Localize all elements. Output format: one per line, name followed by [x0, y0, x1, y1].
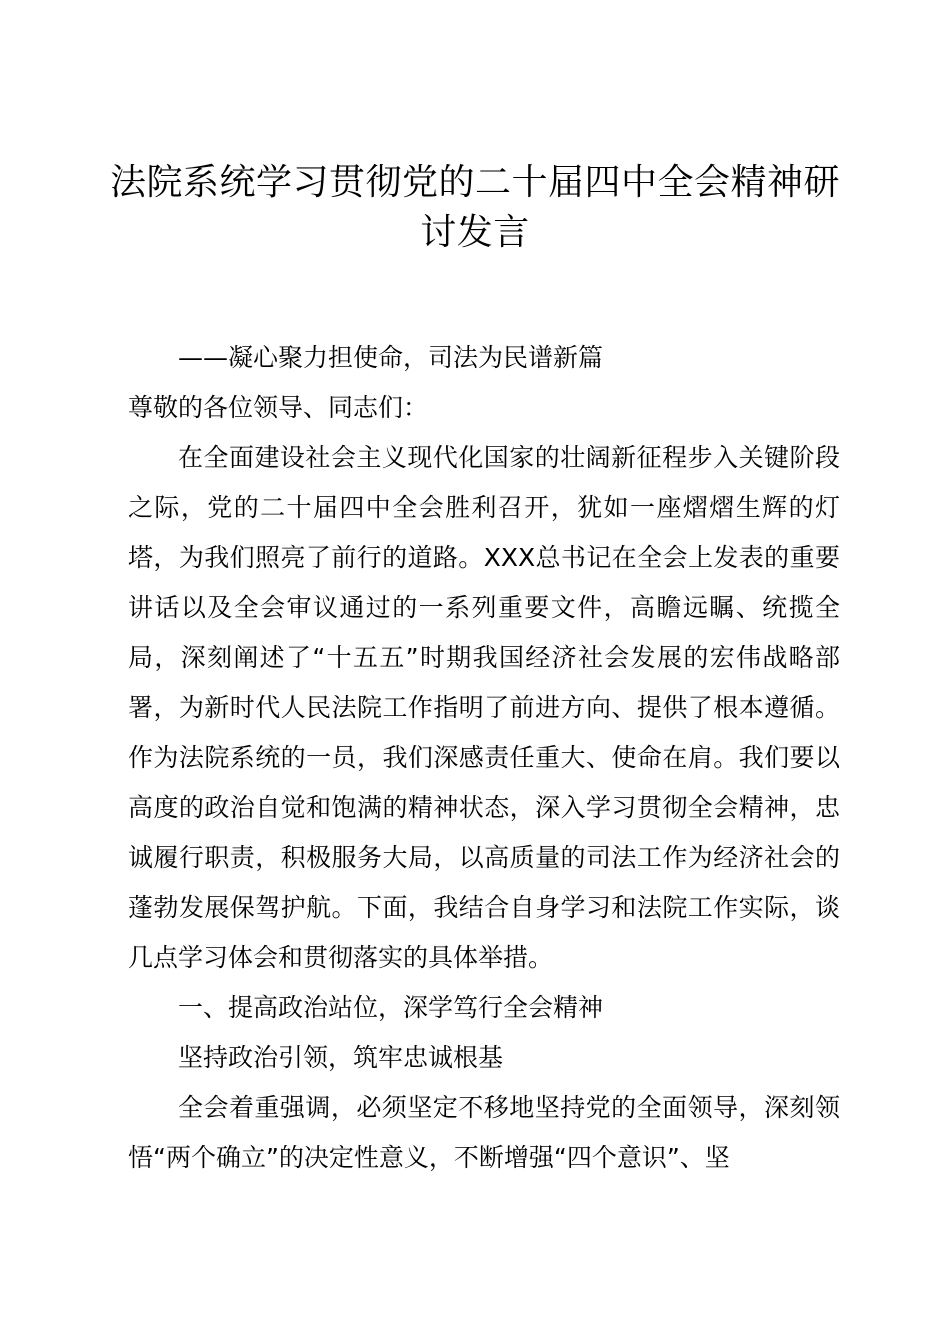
document-subtitle: ——凝心聚力担使命，司法为民谱新篇 — [178, 343, 604, 372]
section-heading-1: 一、提高政治站位，深学笃行全会精神 — [178, 993, 604, 1022]
document-body — [128, 333, 840, 1183]
paragraph-intro: 在全面建设社会主义现代化国家的壮阔新征程步入关键阶段之际，党的二十届四中全会胜利召开，犹如一座熠熠生辉的灯塔，为我们照亮了前行的道路。XXX总书记在全会上发表的重要讲话以及全会审议通过的一系列重要文件，高瞻远瞩、统揽全局，深刻阐述了“十五五”时期我国经济社会发展的宏伟战略部署，为新时代人民法院工作指明了前进方向、提供了根本遵循。作为法院系统的一员，我们深感责任重大、使命在肩。我们要以高度的政治自觉和饱满的精神状态，深入学习贯彻全会精神，忠诚履行职责，积极服务大局，以高质量的司法工作为经济社会的蓬勃发展保驾护航。下面，我结合自身学习和法院工作实际，谈几点学习体会和贯彻落实的具体举措。 — [128, 443, 840, 972]
document-title-line-2: 讨发言 — [420, 212, 530, 253]
document-title — [110, 158, 840, 258]
paragraph-section-1: 全会着重强调，必须坚定不移地坚持党的全面领导，深刻领悟“两个确立”的决定性意义，不断增强“四个意识”、坚 — [128, 1093, 840, 1172]
subsection-heading-1: 坚持政治引领，筑牢忠诚根基 — [178, 1043, 504, 1072]
salutation: 尊敬的各位领导、同志们： — [128, 393, 429, 422]
document-title-line-1: 法院系统学习贯彻党的二十届四中全会精神研 — [110, 162, 841, 203]
